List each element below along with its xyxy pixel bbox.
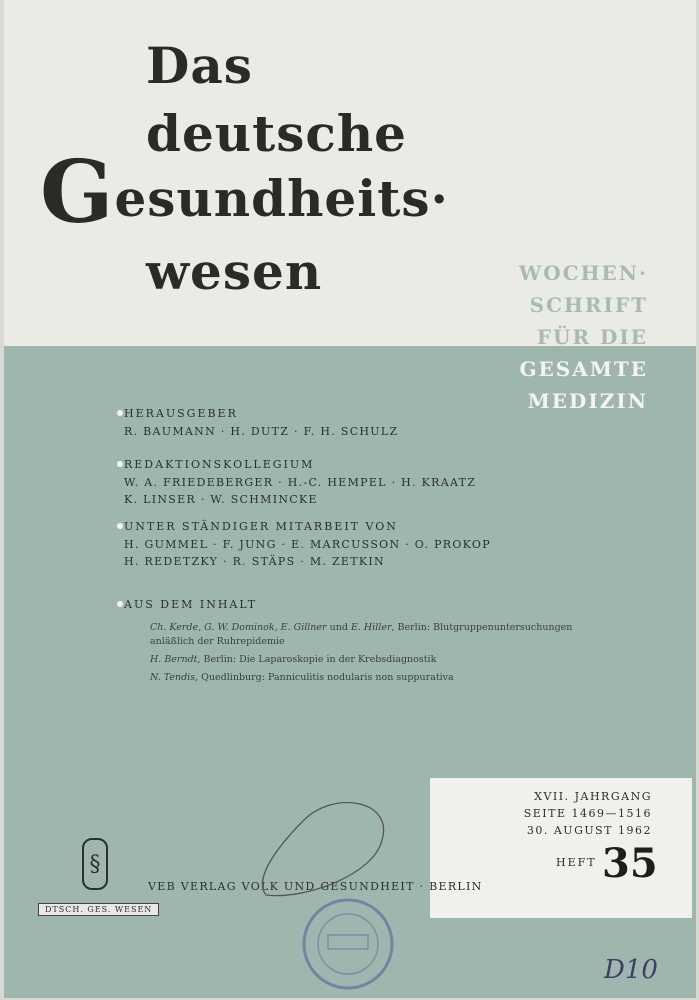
issue-date: 30. AUGUST 1962: [526, 824, 652, 837]
contributors-heading: UNTER STÄNDIGER MITARBEIT VON: [124, 520, 398, 533]
subtitle-line-5: MEDIZIN: [527, 389, 648, 413]
annotations-overlay: [4, 0, 696, 998]
pencil-scribble: [262, 803, 383, 896]
page-range: SEITE 1469—1516: [523, 807, 652, 820]
contributors-names-1: H. GUMMEL · F. JUNG · E. MARCUSSON · O. PROKOP: [124, 538, 491, 551]
board-heading: REDAKTIONSKOLLEGIUM: [124, 458, 315, 471]
contributors-names-2: H. REDETZKY · R. STÄPS · M. ZETKIN: [124, 555, 385, 568]
list-item: Ch. Kerde, G. W. Dominok, E. Gillner und E. Hiller, Berlin: Blutgruppenuntersuchungen anläßlich der Ruhrepidemie: [150, 622, 573, 647]
title-line-3-rest: esundheits·: [114, 169, 449, 228]
publisher-logo-icon: §: [82, 838, 108, 890]
subtitle-line-4: GESAMTE: [519, 357, 648, 381]
cover-page: [4, 0, 696, 998]
editors-names: R. BAUMANN · H. DUTZ · F. H. SCHULZ: [124, 425, 399, 438]
subtitle-line-3: FÜR DIE: [536, 325, 648, 349]
volume: XVII. JAHRGANG: [534, 790, 652, 803]
publisher-line: VEB VERLAG VOLK UND GESUNDHEIT · BERLIN: [148, 880, 483, 893]
heft-number: 35: [602, 840, 658, 887]
subtitle-line-2: SCHRIFT: [529, 293, 648, 317]
title-line-2: deutsche: [146, 104, 407, 163]
list-item: N. Tendis, Quedlinburg: Panniculitis nodularis non suppurativa: [150, 672, 454, 683]
board-names-2: K. LINSER · W. SCHMINCKE: [124, 493, 318, 506]
library-stamp-icon: [304, 900, 392, 988]
list-item: H. Berndt, Berlin: Die Laparoskopie in der Krebsdiagnostik: [150, 654, 437, 665]
subtitle-line-1: WOCHEN·: [518, 261, 648, 285]
title-line-4: wesen: [146, 242, 323, 301]
editors-heading: HERAUSGEBER: [124, 407, 238, 420]
board-names-1: W. A. FRIEDEBERGER · H.-C. HEMPEL · H. KRAATZ: [124, 476, 477, 489]
heft-label: HEFT: [556, 856, 597, 869]
title-line-1: Das: [146, 36, 253, 95]
abbreviation-label: DTSCH. GES. WESEN: [38, 903, 159, 916]
title-initial: G: [40, 142, 115, 243]
contents-heading: AUS DEM INHALT: [124, 598, 258, 611]
handwritten-note: D10: [604, 955, 658, 985]
